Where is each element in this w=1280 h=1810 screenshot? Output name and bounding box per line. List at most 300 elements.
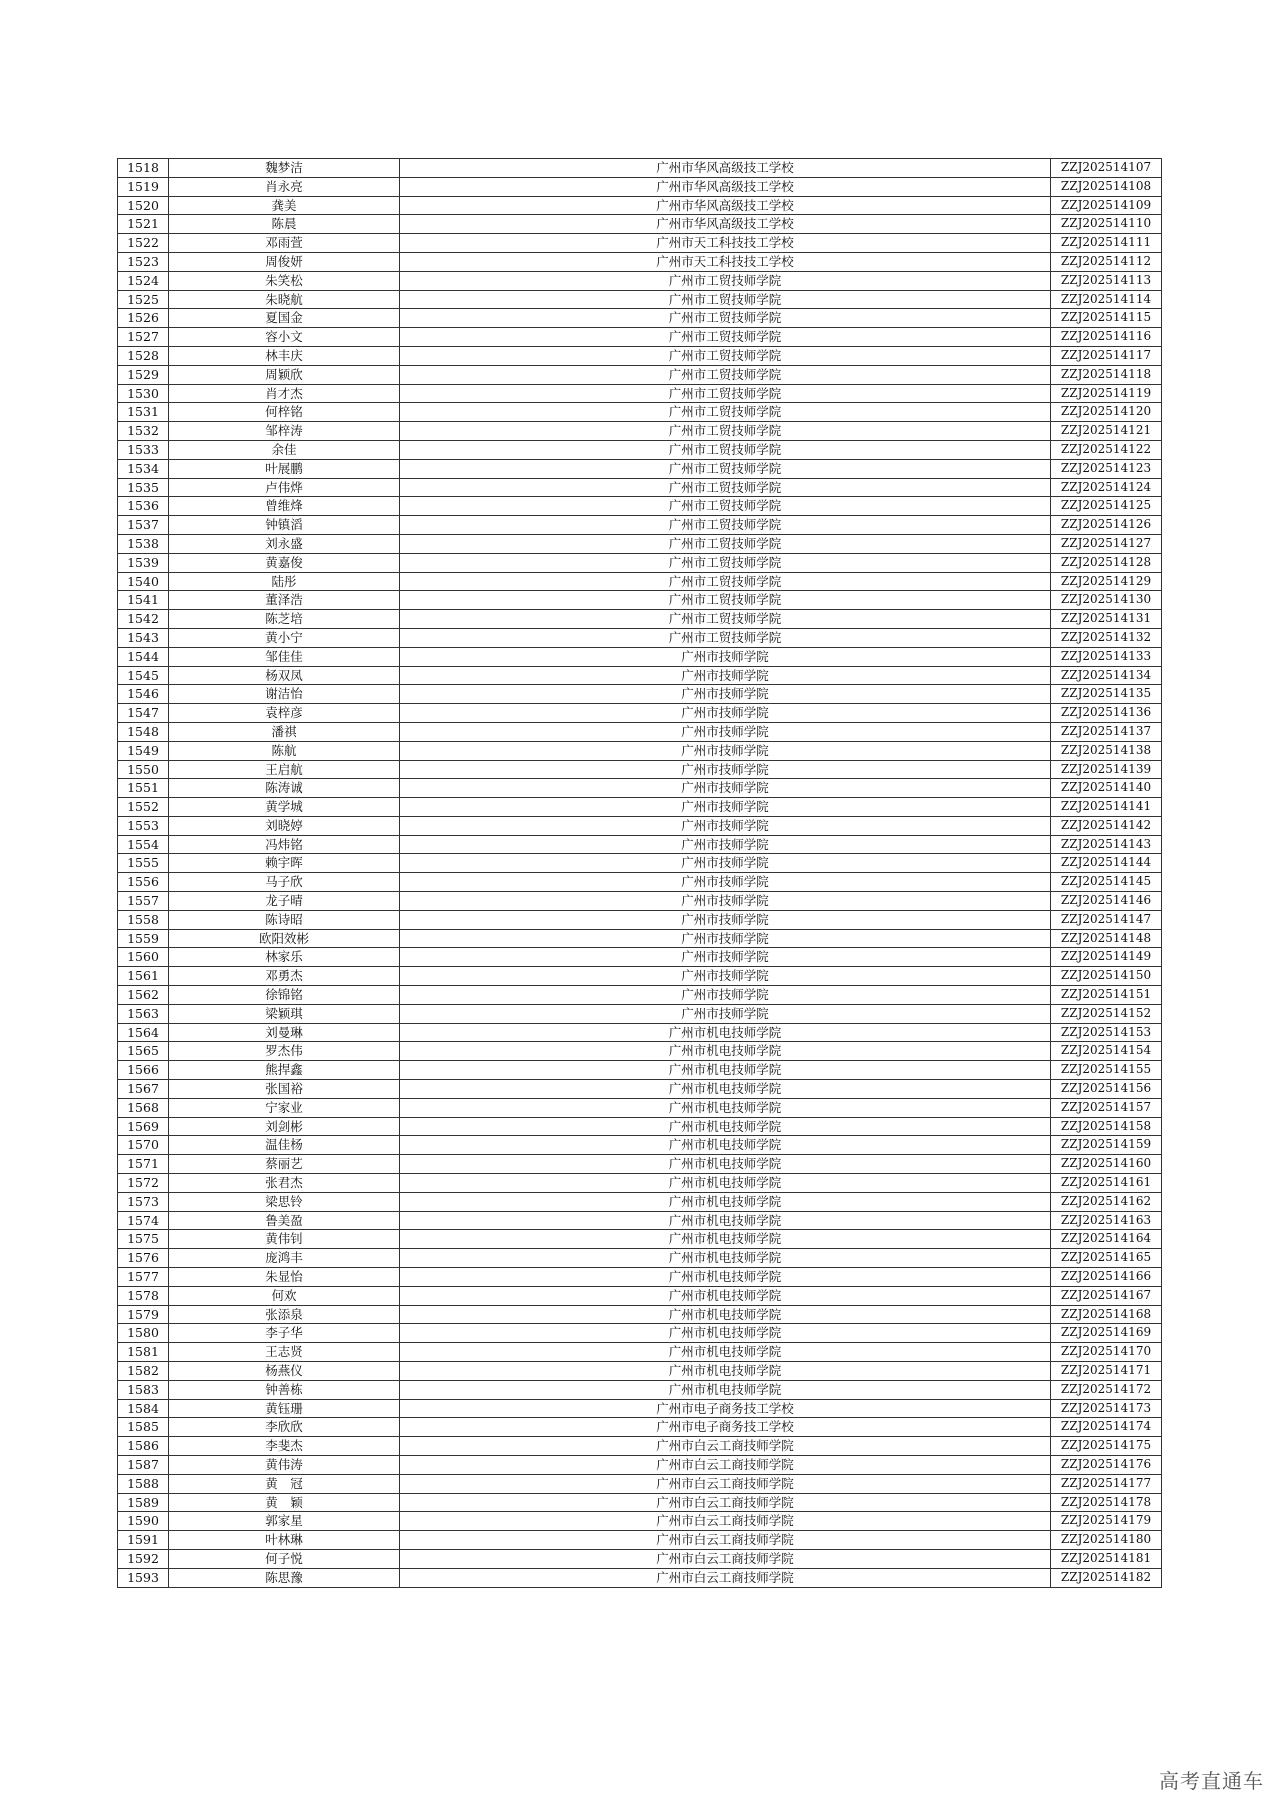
cell-sequence-number: 1543 <box>118 628 169 647</box>
cell-sequence-number: 1546 <box>118 685 169 704</box>
cell-registration-id: ZZJ202514165 <box>1051 1249 1162 1268</box>
cell-student-name: 黄钰珊 <box>169 1399 400 1418</box>
cell-student-name: 何欢 <box>169 1286 400 1305</box>
cell-student-name: 陈晨 <box>169 215 400 234</box>
cell-student-name: 钟镇滔 <box>169 516 400 535</box>
cell-registration-id: ZZJ202514181 <box>1051 1549 1162 1568</box>
roster-sheet <box>117 158 1157 1588</box>
table-row <box>118 422 1162 441</box>
cell-sequence-number: 1593 <box>118 1568 169 1587</box>
table-row <box>118 1098 1162 1117</box>
cell-student-name: 张国裕 <box>169 1080 400 1099</box>
cell-student-name: 杨双凤 <box>169 666 400 685</box>
table-row <box>118 1023 1162 1042</box>
cell-school-name: 广州市工贸技师学院 <box>400 422 1051 441</box>
cell-school-name: 广州市工贸技师学院 <box>400 516 1051 535</box>
table-row <box>118 722 1162 741</box>
table-row <box>118 1474 1162 1493</box>
cell-sequence-number: 1586 <box>118 1437 169 1456</box>
cell-sequence-number: 1585 <box>118 1418 169 1437</box>
cell-registration-id: ZZJ202514123 <box>1051 459 1162 478</box>
cell-school-name: 广州市白云工商技师学院 <box>400 1549 1051 1568</box>
table-row <box>118 1136 1162 1155</box>
table-row <box>118 892 1162 911</box>
table-row <box>118 948 1162 967</box>
table-row <box>118 1155 1162 1174</box>
cell-student-name: 刘永盛 <box>169 534 400 553</box>
cell-registration-id: ZZJ202514164 <box>1051 1230 1162 1249</box>
cell-student-name: 陆彤 <box>169 572 400 591</box>
cell-registration-id: ZZJ202514110 <box>1051 215 1162 234</box>
cell-student-name: 欧阳效彬 <box>169 929 400 948</box>
cell-student-name: 郭家星 <box>169 1512 400 1531</box>
table-row <box>118 854 1162 873</box>
cell-sequence-number: 1536 <box>118 497 169 516</box>
cell-sequence-number: 1552 <box>118 798 169 817</box>
cell-sequence-number: 1565 <box>118 1042 169 1061</box>
roster-table-body <box>118 159 1162 1588</box>
cell-sequence-number: 1559 <box>118 929 169 948</box>
cell-school-name: 广州市白云工商技师学院 <box>400 1568 1051 1587</box>
cell-student-name: 梁思铃 <box>169 1192 400 1211</box>
cell-registration-id: ZZJ202514155 <box>1051 1061 1162 1080</box>
cell-school-name: 广州市机电技师学院 <box>400 1174 1051 1193</box>
cell-registration-id: ZZJ202514133 <box>1051 647 1162 666</box>
cell-school-name: 广州市华风高级技工学校 <box>400 196 1051 215</box>
cell-registration-id: ZZJ202514109 <box>1051 196 1162 215</box>
cell-sequence-number: 1554 <box>118 835 169 854</box>
table-row <box>118 553 1162 572</box>
cell-student-name: 陈航 <box>169 741 400 760</box>
table-row <box>118 1437 1162 1456</box>
cell-sequence-number: 1560 <box>118 948 169 967</box>
cell-sequence-number: 1580 <box>118 1324 169 1343</box>
cell-registration-id: ZZJ202514173 <box>1051 1399 1162 1418</box>
roster-table <box>117 158 1162 1588</box>
cell-student-name: 张添泉 <box>169 1305 400 1324</box>
cell-registration-id: ZZJ202514130 <box>1051 591 1162 610</box>
cell-sequence-number: 1570 <box>118 1136 169 1155</box>
cell-school-name: 广州市白云工商技师学院 <box>400 1437 1051 1456</box>
cell-registration-id: ZZJ202514127 <box>1051 534 1162 553</box>
cell-registration-id: ZZJ202514163 <box>1051 1211 1162 1230</box>
cell-registration-id: ZZJ202514143 <box>1051 835 1162 854</box>
cell-school-name: 广州市机电技师学院 <box>400 1042 1051 1061</box>
cell-sequence-number: 1534 <box>118 459 169 478</box>
cell-sequence-number: 1544 <box>118 647 169 666</box>
cell-registration-id: ZZJ202514115 <box>1051 309 1162 328</box>
cell-school-name: 广州市机电技师学院 <box>400 1230 1051 1249</box>
cell-registration-id: ZZJ202514139 <box>1051 760 1162 779</box>
table-row <box>118 647 1162 666</box>
cell-school-name: 广州市技师学院 <box>400 835 1051 854</box>
table-row <box>118 910 1162 929</box>
cell-sequence-number: 1592 <box>118 1549 169 1568</box>
cell-student-name: 鲁美盈 <box>169 1211 400 1230</box>
cell-registration-id: ZZJ202514112 <box>1051 252 1162 271</box>
cell-school-name: 广州市白云工商技师学院 <box>400 1531 1051 1550</box>
cell-school-name: 广州市工贸技师学院 <box>400 497 1051 516</box>
cell-school-name: 广州市工贸技师学院 <box>400 628 1051 647</box>
table-row <box>118 835 1162 854</box>
cell-registration-id: ZZJ202514137 <box>1051 722 1162 741</box>
cell-registration-id: ZZJ202514145 <box>1051 873 1162 892</box>
cell-student-name: 林家乐 <box>169 948 400 967</box>
cell-registration-id: ZZJ202514169 <box>1051 1324 1162 1343</box>
cell-student-name: 董泽浩 <box>169 591 400 610</box>
cell-registration-id: ZZJ202514128 <box>1051 553 1162 572</box>
table-row <box>118 628 1162 647</box>
cell-school-name: 广州市机电技师学院 <box>400 1192 1051 1211</box>
cell-sequence-number: 1538 <box>118 534 169 553</box>
cell-registration-id: ZZJ202514179 <box>1051 1512 1162 1531</box>
cell-school-name: 广州市机电技师学院 <box>400 1136 1051 1155</box>
cell-sequence-number: 1579 <box>118 1305 169 1324</box>
table-row <box>118 572 1162 591</box>
cell-registration-id: ZZJ202514178 <box>1051 1493 1162 1512</box>
table-row <box>118 1230 1162 1249</box>
table-row <box>118 1512 1162 1531</box>
table-row <box>118 384 1162 403</box>
cell-registration-id: ZZJ202514142 <box>1051 816 1162 835</box>
table-row <box>118 1362 1162 1381</box>
cell-registration-id: ZZJ202514126 <box>1051 516 1162 535</box>
cell-school-name: 广州市工贸技师学院 <box>400 591 1051 610</box>
cell-sequence-number: 1520 <box>118 196 169 215</box>
cell-registration-id: ZZJ202514118 <box>1051 365 1162 384</box>
cell-sequence-number: 1563 <box>118 1004 169 1023</box>
cell-student-name: 陈思豫 <box>169 1568 400 1587</box>
cell-student-name: 谢洁怡 <box>169 685 400 704</box>
cell-school-name: 广州市工贸技师学院 <box>400 610 1051 629</box>
cell-registration-id: ZZJ202514141 <box>1051 798 1162 817</box>
cell-school-name: 广州市华风高级技工学校 <box>400 177 1051 196</box>
table-row <box>118 1343 1162 1362</box>
cell-school-name: 广州市技师学院 <box>400 929 1051 948</box>
cell-school-name: 广州市技师学院 <box>400 685 1051 704</box>
table-row <box>118 534 1162 553</box>
cell-sequence-number: 1539 <box>118 553 169 572</box>
cell-sequence-number: 1576 <box>118 1249 169 1268</box>
cell-sequence-number: 1526 <box>118 309 169 328</box>
cell-student-name: 冯炜铭 <box>169 835 400 854</box>
table-row <box>118 760 1162 779</box>
cell-student-name: 庞鸿丰 <box>169 1249 400 1268</box>
cell-school-name: 广州市机电技师学院 <box>400 1324 1051 1343</box>
table-row <box>118 1211 1162 1230</box>
cell-sequence-number: 1533 <box>118 440 169 459</box>
cell-sequence-number: 1558 <box>118 910 169 929</box>
cell-student-name: 曾维烽 <box>169 497 400 516</box>
cell-sequence-number: 1553 <box>118 816 169 835</box>
table-row <box>118 290 1162 309</box>
cell-student-name: 李子华 <box>169 1324 400 1343</box>
cell-student-name: 容小文 <box>169 328 400 347</box>
cell-sequence-number: 1522 <box>118 234 169 253</box>
cell-sequence-number: 1540 <box>118 572 169 591</box>
cell-school-name: 广州市技师学院 <box>400 779 1051 798</box>
table-row <box>118 929 1162 948</box>
cell-school-name: 广州市工贸技师学院 <box>400 271 1051 290</box>
cell-sequence-number: 1542 <box>118 610 169 629</box>
cell-registration-id: ZZJ202514119 <box>1051 384 1162 403</box>
cell-sequence-number: 1564 <box>118 1023 169 1042</box>
cell-student-name: 余佳 <box>169 440 400 459</box>
cell-student-name: 魏梦洁 <box>169 159 400 178</box>
table-row <box>118 365 1162 384</box>
cell-sequence-number: 1566 <box>118 1061 169 1080</box>
cell-school-name: 广州市技师学院 <box>400 967 1051 986</box>
cell-school-name: 广州市机电技师学院 <box>400 1117 1051 1136</box>
table-row <box>118 666 1162 685</box>
cell-school-name: 广州市工贸技师学院 <box>400 309 1051 328</box>
cell-school-name: 广州市技师学院 <box>400 741 1051 760</box>
table-row <box>118 478 1162 497</box>
cell-student-name: 王志贤 <box>169 1343 400 1362</box>
cell-student-name: 马子欣 <box>169 873 400 892</box>
cell-school-name: 广州市机电技师学院 <box>400 1305 1051 1324</box>
cell-registration-id: ZZJ202514167 <box>1051 1286 1162 1305</box>
table-row <box>118 1493 1162 1512</box>
cell-school-name: 广州市华风高级技工学校 <box>400 215 1051 234</box>
cell-registration-id: ZZJ202514159 <box>1051 1136 1162 1155</box>
table-row <box>118 516 1162 535</box>
cell-registration-id: ZZJ202514160 <box>1051 1155 1162 1174</box>
cell-registration-id: ZZJ202514135 <box>1051 685 1162 704</box>
cell-sequence-number: 1548 <box>118 722 169 741</box>
cell-school-name: 广州市机电技师学院 <box>400 1023 1051 1042</box>
cell-sequence-number: 1591 <box>118 1531 169 1550</box>
cell-student-name: 黄伟涛 <box>169 1455 400 1474</box>
cell-student-name: 杨燕仪 <box>169 1362 400 1381</box>
cell-student-name: 宁家业 <box>169 1098 400 1117</box>
cell-student-name: 李欣欣 <box>169 1418 400 1437</box>
cell-sequence-number: 1518 <box>118 159 169 178</box>
table-row <box>118 685 1162 704</box>
cell-student-name: 朱晓航 <box>169 290 400 309</box>
cell-student-name: 黄伟钊 <box>169 1230 400 1249</box>
cell-student-name: 何子悦 <box>169 1549 400 1568</box>
cell-student-name: 陈涛诚 <box>169 779 400 798</box>
cell-student-name: 罗杰伟 <box>169 1042 400 1061</box>
cell-sequence-number: 1531 <box>118 403 169 422</box>
table-row <box>118 234 1162 253</box>
cell-school-name: 广州市工贸技师学院 <box>400 534 1051 553</box>
cell-sequence-number: 1545 <box>118 666 169 685</box>
cell-sequence-number: 1581 <box>118 1343 169 1362</box>
table-row <box>118 779 1162 798</box>
cell-registration-id: ZZJ202514136 <box>1051 704 1162 723</box>
cell-school-name: 广州市机电技师学院 <box>400 1268 1051 1287</box>
cell-student-name: 何梓铭 <box>169 403 400 422</box>
table-row <box>118 403 1162 422</box>
table-row <box>118 440 1162 459</box>
table-row <box>118 1324 1162 1343</box>
cell-registration-id: ZZJ202514162 <box>1051 1192 1162 1211</box>
cell-sequence-number: 1530 <box>118 384 169 403</box>
cell-registration-id: ZZJ202514125 <box>1051 497 1162 516</box>
cell-sequence-number: 1572 <box>118 1174 169 1193</box>
cell-sequence-number: 1584 <box>118 1399 169 1418</box>
cell-school-name: 广州市白云工商技师学院 <box>400 1455 1051 1474</box>
cell-school-name: 广州市机电技师学院 <box>400 1098 1051 1117</box>
cell-school-name: 广州市机电技师学院 <box>400 1249 1051 1268</box>
cell-student-name: 刘曼琳 <box>169 1023 400 1042</box>
cell-student-name: 黄小宁 <box>169 628 400 647</box>
cell-registration-id: ZZJ202514111 <box>1051 234 1162 253</box>
cell-registration-id: ZZJ202514166 <box>1051 1268 1162 1287</box>
cell-school-name: 广州市技师学院 <box>400 704 1051 723</box>
cell-school-name: 广州市工贸技师学院 <box>400 478 1051 497</box>
cell-registration-id: ZZJ202514161 <box>1051 1174 1162 1193</box>
table-row <box>118 967 1162 986</box>
cell-school-name: 广州市技师学院 <box>400 892 1051 911</box>
cell-school-name: 广州市机电技师学院 <box>400 1343 1051 1362</box>
cell-sequence-number: 1547 <box>118 704 169 723</box>
table-row <box>118 1268 1162 1287</box>
cell-registration-id: ZZJ202514108 <box>1051 177 1162 196</box>
cell-sequence-number: 1555 <box>118 854 169 873</box>
cell-sequence-number: 1524 <box>118 271 169 290</box>
cell-school-name: 广州市机电技师学院 <box>400 1061 1051 1080</box>
table-row <box>118 704 1162 723</box>
cell-student-name: 肖才杰 <box>169 384 400 403</box>
cell-school-name: 广州市电子商务技工学校 <box>400 1399 1051 1418</box>
cell-school-name: 广州市机电技师学院 <box>400 1362 1051 1381</box>
table-row <box>118 1305 1162 1324</box>
table-row <box>118 1174 1162 1193</box>
cell-school-name: 广州市技师学院 <box>400 647 1051 666</box>
cell-sequence-number: 1557 <box>118 892 169 911</box>
cell-student-name: 梁颖琪 <box>169 1004 400 1023</box>
cell-school-name: 广州市工贸技师学院 <box>400 365 1051 384</box>
cell-student-name: 周俊妍 <box>169 252 400 271</box>
cell-registration-id: ZZJ202514182 <box>1051 1568 1162 1587</box>
cell-student-name: 温佳杨 <box>169 1136 400 1155</box>
table-row <box>118 328 1162 347</box>
cell-registration-id: ZZJ202514153 <box>1051 1023 1162 1042</box>
cell-registration-id: ZZJ202514138 <box>1051 741 1162 760</box>
cell-registration-id: ZZJ202514158 <box>1051 1117 1162 1136</box>
cell-school-name: 广州市工贸技师学院 <box>400 346 1051 365</box>
cell-sequence-number: 1529 <box>118 365 169 384</box>
table-row <box>118 1531 1162 1550</box>
cell-school-name: 广州市工贸技师学院 <box>400 553 1051 572</box>
table-row <box>118 741 1162 760</box>
table-row <box>118 346 1162 365</box>
cell-registration-id: ZZJ202514121 <box>1051 422 1162 441</box>
cell-registration-id: ZZJ202514129 <box>1051 572 1162 591</box>
cell-student-name: 邹佳佳 <box>169 647 400 666</box>
cell-registration-id: ZZJ202514174 <box>1051 1418 1162 1437</box>
table-row <box>118 497 1162 516</box>
cell-sequence-number: 1537 <box>118 516 169 535</box>
cell-sequence-number: 1573 <box>118 1192 169 1211</box>
table-row <box>118 1286 1162 1305</box>
cell-student-name: 卢伟烨 <box>169 478 400 497</box>
cell-registration-id: ZZJ202514124 <box>1051 478 1162 497</box>
cell-student-name: 蔡丽艺 <box>169 1155 400 1174</box>
cell-sequence-number: 1550 <box>118 760 169 779</box>
cell-registration-id: ZZJ202514131 <box>1051 610 1162 629</box>
cell-school-name: 广州市技师学院 <box>400 798 1051 817</box>
table-row <box>118 271 1162 290</box>
cell-school-name: 广州市技师学院 <box>400 948 1051 967</box>
cell-sequence-number: 1577 <box>118 1268 169 1287</box>
cell-student-name: 夏国金 <box>169 309 400 328</box>
table-row <box>118 196 1162 215</box>
cell-sequence-number: 1571 <box>118 1155 169 1174</box>
cell-student-name: 张君杰 <box>169 1174 400 1193</box>
cell-school-name: 广州市技师学院 <box>400 1004 1051 1023</box>
cell-registration-id: ZZJ202514152 <box>1051 1004 1162 1023</box>
table-row <box>118 159 1162 178</box>
cell-registration-id: ZZJ202514132 <box>1051 628 1162 647</box>
cell-student-name: 潘祺 <box>169 722 400 741</box>
cell-sequence-number: 1567 <box>118 1080 169 1099</box>
table-row <box>118 215 1162 234</box>
cell-sequence-number: 1588 <box>118 1474 169 1493</box>
cell-student-name: 陈芝培 <box>169 610 400 629</box>
table-row <box>118 1042 1162 1061</box>
cell-school-name: 广州市工贸技师学院 <box>400 290 1051 309</box>
cell-registration-id: ZZJ202514144 <box>1051 854 1162 873</box>
cell-sequence-number: 1578 <box>118 1286 169 1305</box>
cell-sequence-number: 1551 <box>118 779 169 798</box>
cell-registration-id: ZZJ202514122 <box>1051 440 1162 459</box>
table-row <box>118 610 1162 629</box>
cell-sequence-number: 1582 <box>118 1362 169 1381</box>
cell-registration-id: ZZJ202514116 <box>1051 328 1162 347</box>
table-row <box>118 309 1162 328</box>
table-row <box>118 1004 1162 1023</box>
cell-registration-id: ZZJ202514175 <box>1051 1437 1162 1456</box>
cell-student-name: 袁梓彦 <box>169 704 400 723</box>
cell-school-name: 广州市华风高级技工学校 <box>400 159 1051 178</box>
cell-registration-id: ZZJ202514117 <box>1051 346 1162 365</box>
cell-student-name: 黄 冠 <box>169 1474 400 1493</box>
cell-student-name: 刘晓婷 <box>169 816 400 835</box>
cell-registration-id: ZZJ202514170 <box>1051 1343 1162 1362</box>
watermark-logo-text: 高考直通车 <box>1159 1769 1264 1793</box>
cell-school-name: 广州市机电技师学院 <box>400 1380 1051 1399</box>
table-row <box>118 1249 1162 1268</box>
cell-student-name: 邹梓涛 <box>169 422 400 441</box>
cell-school-name: 广州市技师学院 <box>400 816 1051 835</box>
cell-school-name: 广州市工贸技师学院 <box>400 384 1051 403</box>
cell-school-name: 广州市工贸技师学院 <box>400 328 1051 347</box>
cell-student-name: 黄 颖 <box>169 1493 400 1512</box>
cell-sequence-number: 1568 <box>118 1098 169 1117</box>
cell-school-name: 广州市白云工商技师学院 <box>400 1512 1051 1531</box>
cell-student-name: 陈诗昭 <box>169 910 400 929</box>
table-row <box>118 459 1162 478</box>
cell-school-name: 广州市技师学院 <box>400 760 1051 779</box>
cell-student-name: 赖宇晖 <box>169 854 400 873</box>
cell-registration-id: ZZJ202514107 <box>1051 159 1162 178</box>
cell-student-name: 叶林琳 <box>169 1531 400 1550</box>
cell-sequence-number: 1535 <box>118 478 169 497</box>
cell-registration-id: ZZJ202514148 <box>1051 929 1162 948</box>
cell-school-name: 广州市机电技师学院 <box>400 1286 1051 1305</box>
cell-school-name: 广州市技师学院 <box>400 986 1051 1005</box>
cell-school-name: 广州市白云工商技师学院 <box>400 1493 1051 1512</box>
cell-registration-id: ZZJ202514176 <box>1051 1455 1162 1474</box>
cell-school-name: 广州市技师学院 <box>400 666 1051 685</box>
cell-sequence-number: 1590 <box>118 1512 169 1531</box>
cell-sequence-number: 1521 <box>118 215 169 234</box>
cell-student-name: 叶展鹏 <box>169 459 400 478</box>
